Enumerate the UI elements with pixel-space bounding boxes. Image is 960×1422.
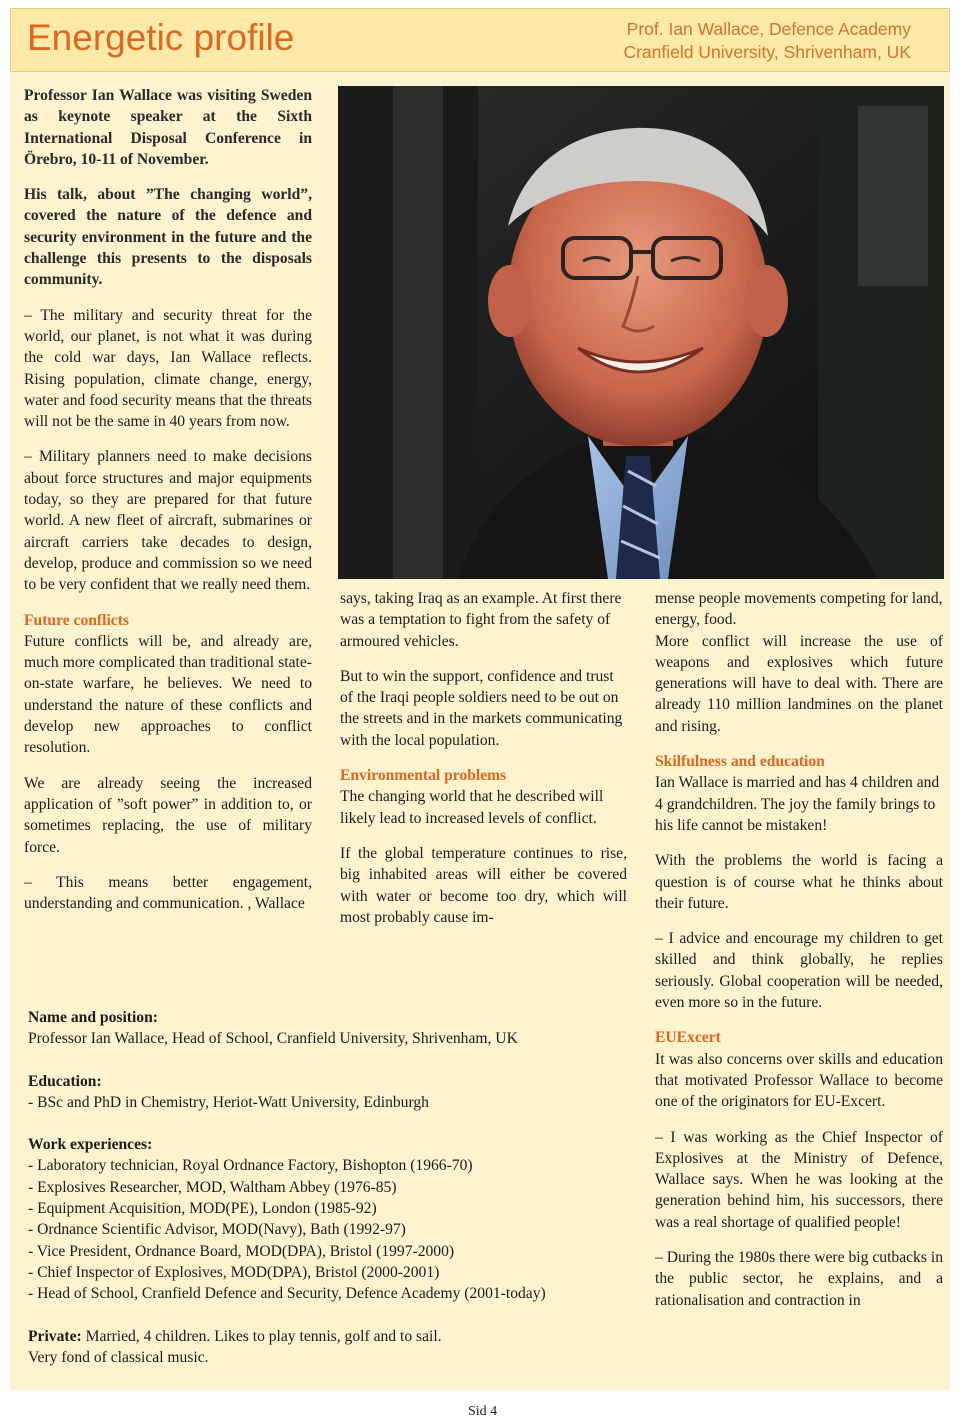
subheading-future-conflicts: Future conflicts	[24, 611, 129, 629]
body-paragraph: – I advice and encourage my children to get skilled and think globally, he replies seriously. Global cooperation will be needed, even more so in the future.	[655, 930, 943, 1012]
cv-work-item: - Vice President, Ordnance Board, MOD(DPA), Bristol (1997-2000)	[28, 1242, 455, 1260]
cv-work-item: - Explosives Researcher, MOD, Waltham Abbey (1976-85)	[28, 1178, 397, 1196]
cv-education-value: - BSc and PhD in Chemistry, Heriot-Watt University, Edinburgh	[28, 1093, 429, 1111]
body-paragraph: – I was working as the Chief Inspector of Explosives at the Ministry of Defence, Wallace says. When he was looking at the generation behind him, his successors, there was a real shortage of qualified people!	[655, 1128, 943, 1231]
cv-work-item: - Ordnance Scientific Advisor, MOD(Navy), Bath (1992-97)	[28, 1221, 406, 1239]
body-paragraph: – During the 1980s there were big cutbacks in the public sector, he explains, and a rationalisation and contraction in	[655, 1249, 943, 1309]
body-paragraph: – Military planners need to make decisions about force structures and major equipments today, so they are prepared for that future world. A new fleet of aircraft, submarines or aircraft carriers take decades to design, develop, produce and commission so we need to be very confident that we really need them.	[24, 448, 312, 594]
cv-name-section	[28, 1007, 638, 1050]
cv-private-line	[28, 1326, 638, 1347]
body-paragraph: Future conflicts will be, and already are, much more complicated than traditional state-on-state warfare, he believes. We need to understand the nature of these conflicts and develop new approaches to conflict resolution.	[24, 632, 312, 757]
cv-work-item: - Head of School, Cranfield Defence and Security, Defence Academy (2001-today)	[28, 1285, 546, 1303]
right-column	[655, 588, 943, 1325]
cv-name-value: Professor Ian Wallace, Head of School, Cranfield University, Shrivenham, UK	[28, 1030, 518, 1048]
left-column	[24, 85, 312, 928]
cv-education-section	[28, 1071, 638, 1114]
body-paragraph: It was also concerns over skills and education that motivated Professor Wallace to become one of the originators for EU-Excert.	[655, 1050, 943, 1111]
cv-private-value-2: Very fond of classical music.	[28, 1348, 209, 1366]
body-paragraph: With the problems the world is facing a question is of course what he thinks about their future.	[655, 852, 943, 912]
body-paragraph: But to win the support, confidence and trust of the Iraqi people soldiers need to be out on the streets and in the markets communicating with the local population.	[340, 667, 623, 749]
cv-work-item: - Chief Inspector of Explosives, MOD(DPA), Bristol (2000-2001)	[28, 1263, 440, 1281]
cv-work-section	[28, 1134, 638, 1304]
cv-work-heading: Work experiences:	[28, 1136, 153, 1154]
subheading-environmental-problems: Environmental problems	[340, 767, 507, 785]
cv-private-value: Married, 4 children. Likes to play tennis, golf and to sail.	[81, 1327, 442, 1345]
body-paragraph: Ian Wallace is married and has 4 children and 4 grandchildren. The joy the family brings to his life cannot be mistaken!	[655, 774, 940, 834]
cv-content	[28, 1007, 638, 1389]
body-paragraph: mense people movements competing for land, energy, food.	[655, 590, 943, 629]
cv-work-item: - Laboratory technician, Royal Ordnance Factory, Bishopton (1966-70)	[28, 1157, 473, 1175]
subheading-skilfulness: Skilfulness and education	[655, 753, 825, 771]
cv-factbox	[20, 1000, 642, 1387]
byline-name: Prof. Ian Wallace, Defence Academy	[626, 19, 911, 39]
author-byline	[623, 18, 911, 64]
body-paragraph: The changing world that he described will likely lead to increased levels of conflict.	[340, 788, 604, 827]
body-paragraph: If the global temperature continues to rise, big inhabited areas will either be covered with water or become too dry, which will most probably cause im-	[340, 844, 627, 926]
cv-name-heading: Name and position:	[28, 1009, 158, 1026]
portrait-photo	[338, 86, 944, 579]
subheading-euexcert: EUExcert	[655, 1029, 721, 1047]
body-paragraph: – This means better engagement, understanding and communication. , Wallace	[24, 873, 312, 913]
body-paragraph: More conflict will increase the use of weapons and explosives which future generations will have to deal with. There are already 110 million landmines on the planet and rising.	[655, 632, 943, 735]
page-header	[10, 8, 950, 72]
cv-private-section	[28, 1326, 638, 1369]
lead-paragraph-1: Professor Ian Wallace was visiting Sweden as keynote speaker at the Sixth International Disposal Conference in Örebro, 10-11 of November.	[24, 87, 312, 168]
cv-work-item: - Equipment Acquisition, MOD(PE), London (1985-92)	[28, 1200, 377, 1218]
page-number: Sid 4	[468, 1404, 498, 1419]
cv-private-heading: Private:	[28, 1327, 82, 1345]
body-paragraph: We are already seeing the increased application of ”soft power” in addition to, or sometimes replacing, the use of military force.	[24, 774, 312, 856]
body-paragraph: – The military and security threat for the world, our planet, is not what it was during the cold war days, Ian Wallace reflects. Rising population, climate change, energy, water and food security means that the threats will not be the same in 40 years from now.	[24, 306, 312, 431]
byline-affiliation: Cranfield University, Shrivenham, UK	[623, 42, 911, 62]
cv-education-heading: Education:	[28, 1072, 102, 1090]
article-title: Energetic profile	[27, 17, 295, 58]
body-paragraph: says, taking Iraq as an example. At first there was a temptation to fight from the safety of armoured vehicles.	[340, 590, 622, 650]
lead-paragraph-2: His talk, about ”The changing world”, covered the nature of the defence and security environment in the future and the challenge this presents to the disposals community.	[24, 186, 312, 289]
portrait-illustration	[338, 86, 944, 579]
middle-column	[340, 588, 627, 942]
